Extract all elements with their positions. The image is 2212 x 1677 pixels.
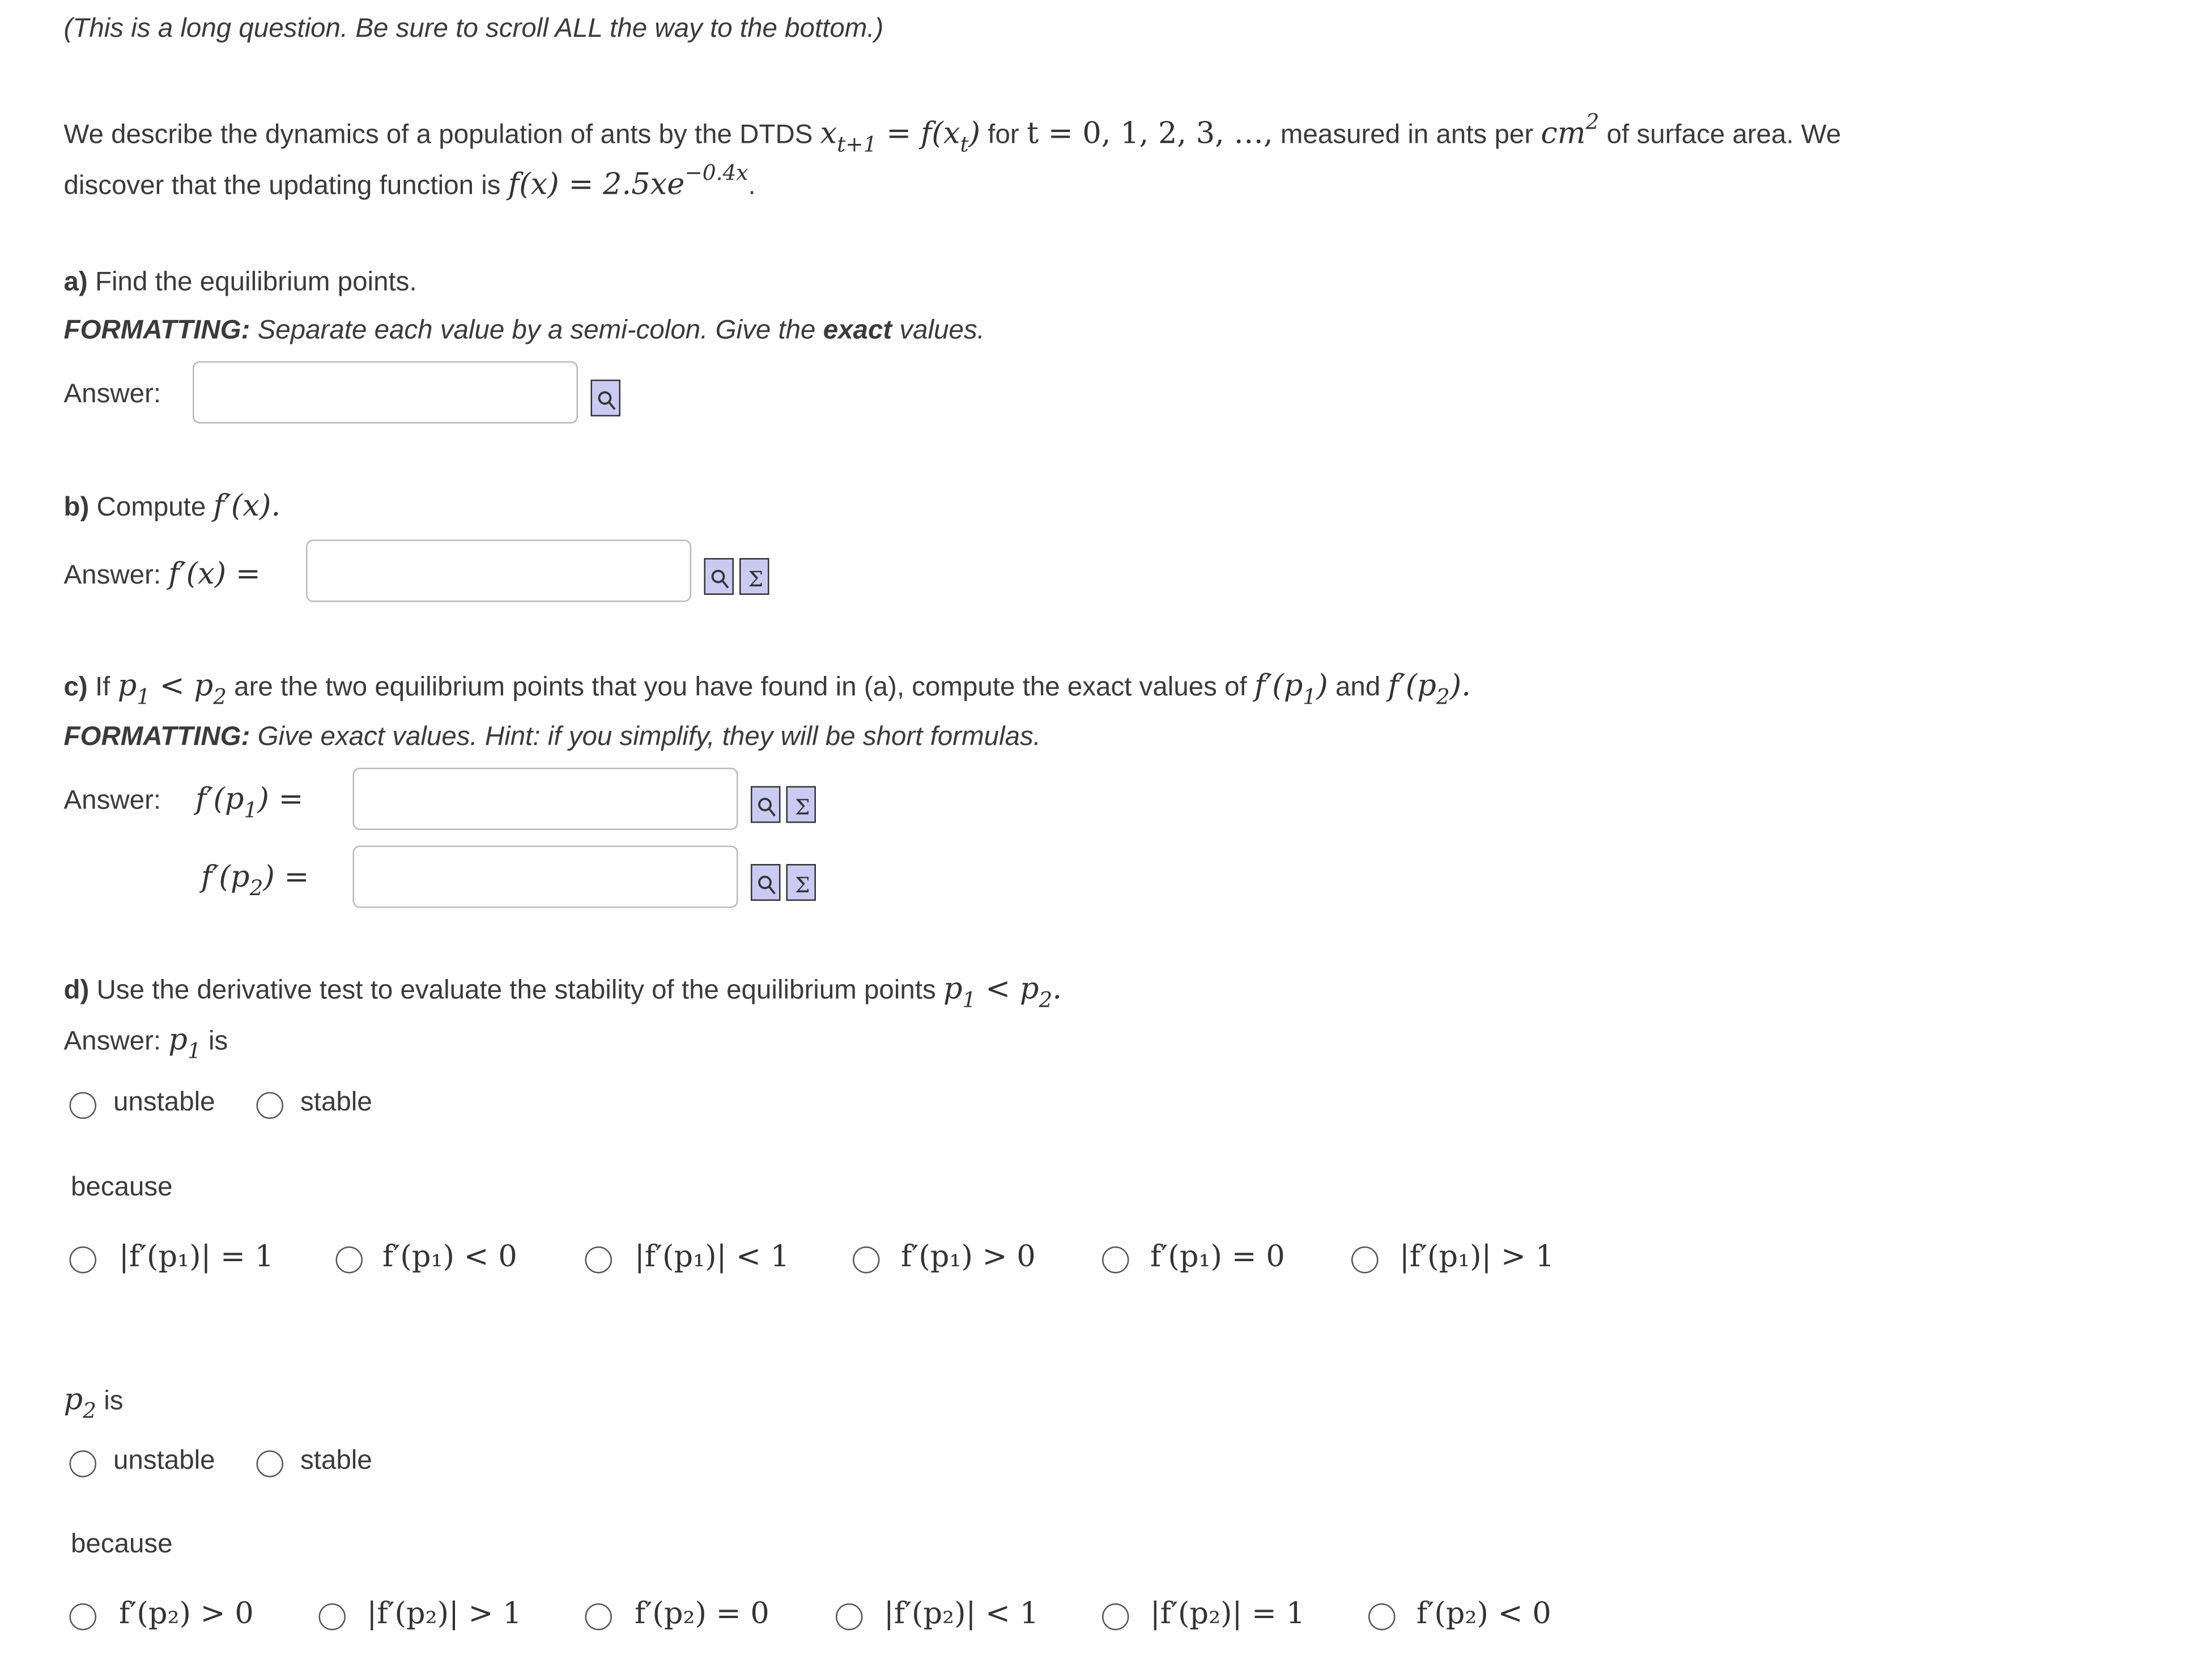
p2-reason-label-2: |f′(p₂)| > 1 bbox=[367, 1596, 522, 1631]
p1-answer-label: Answer: $p_1$ is bbox=[63, 1023, 228, 1064]
p2-reason-radio-2[interactable] bbox=[319, 1603, 346, 1631]
p2-unstable-radio[interactable] bbox=[70, 1450, 97, 1478]
fp1-answer-input[interactable] bbox=[353, 768, 738, 830]
p1-reason-label-2: f′(p₁) < 0 bbox=[382, 1239, 517, 1274]
p1-stable-radio[interactable] bbox=[257, 1092, 284, 1120]
svg-text:Σ: Σ bbox=[748, 567, 764, 591]
equation-editor-icon[interactable] bbox=[739, 558, 769, 595]
fp1-label: $f'(p_1)$ = bbox=[195, 782, 304, 823]
updating-function: $f(x) = 2.5xe^{-0.4x}$ bbox=[508, 160, 748, 201]
p2-unstable-label: unstable bbox=[113, 1446, 215, 1476]
p1-reason-radio-6[interactable] bbox=[1351, 1246, 1379, 1274]
part-a-answer-label: Answer: bbox=[63, 380, 161, 410]
p2-reason-label-3: f′(p₂) = 0 bbox=[635, 1596, 769, 1631]
equation-editor-icon[interactable] bbox=[786, 786, 816, 823]
p1-reason-radio-1[interactable] bbox=[70, 1246, 97, 1274]
p2-answer-label: $p_2$ is bbox=[63, 1382, 124, 1424]
part-c-prompt: c) If $p_1 < p_2$ are the two equilibrium points that you have found in (a), compute the exact values of $f'(p_1)$ and $f'(p_2)$. bbox=[63, 669, 1471, 710]
p2-reason-radio-5[interactable] bbox=[1102, 1603, 1129, 1631]
unit-cm2: $cm^2$ bbox=[1541, 109, 1600, 150]
p1-reason-radio-5[interactable] bbox=[1102, 1246, 1129, 1274]
svg-text:Σ: Σ bbox=[794, 872, 810, 897]
p1-because-label: because bbox=[71, 1173, 173, 1203]
p2-reason-label-6: f′(p₂) < 0 bbox=[1416, 1596, 1551, 1631]
part-a-answer-input[interactable] bbox=[193, 361, 578, 424]
time-range: t = 0, 1, 2, 3, …, bbox=[1026, 116, 1273, 150]
p1-reason-label-1: |f′(p₁)| = 1 bbox=[119, 1239, 274, 1274]
p2-reason-label-1: f′(p₂) > 0 bbox=[119, 1596, 254, 1631]
p1-reason-radio-4[interactable] bbox=[853, 1246, 880, 1274]
part-d-prompt: d) Use the derivative test to evaluate the stability of the equilibrium points $p_1 < p_2$. bbox=[63, 972, 1062, 1013]
part-c-answer-label: Answer: bbox=[63, 786, 161, 816]
p2-reason-label-4: |f′(p₂)| < 1 bbox=[884, 1596, 1039, 1631]
intro-note: (This is a long question. Be sure to scroll ALL the way to the bottom.) bbox=[63, 14, 884, 44]
p2-reason-radio-3[interactable] bbox=[585, 1603, 612, 1631]
part-b-answer-input[interactable] bbox=[306, 540, 691, 602]
p2-stable-radio[interactable] bbox=[257, 1450, 284, 1478]
p1-reason-label-3: |f′(p₁)| < 1 bbox=[635, 1239, 790, 1274]
p1-reason-label-5: f′(p₁) = 0 bbox=[1150, 1239, 1285, 1274]
part-a-formatting: FORMATTING: Separate each value by a semi-colon. Give the exact values. bbox=[63, 316, 985, 346]
p2-stable-label: stable bbox=[300, 1446, 372, 1476]
p1-reason-label-6: |f′(p₁)| > 1 bbox=[1399, 1239, 1555, 1274]
problem-line-1: We describe the dynamics of a population of ants by the DTDS $x_{t+1} = f(x_t)$ for t = 0, 1, 2, 3, …, measured in ants per $cm^2$ of surface area. We bbox=[63, 109, 1841, 158]
p1-reason-label-4: f′(p₁) > 0 bbox=[901, 1239, 1036, 1274]
fp2-label: $f'(p_2)$ = bbox=[201, 859, 309, 901]
part-b-answer-label: Answer: f′(x) = bbox=[63, 556, 261, 591]
dtds-equation: $x_{t+1} = f(x_t)$ bbox=[820, 116, 981, 158]
p1-unstable-radio[interactable] bbox=[70, 1092, 97, 1120]
fp2-answer-input[interactable] bbox=[353, 846, 738, 908]
preview-icon[interactable] bbox=[751, 864, 781, 901]
preview-icon[interactable] bbox=[591, 380, 621, 416]
preview-icon[interactable] bbox=[751, 786, 781, 823]
part-c-formatting: FORMATTING: Give exact values. Hint: if you simplify, they will be short formulas. bbox=[63, 722, 1041, 752]
p2-because-label: because bbox=[71, 1530, 173, 1560]
p2-reason-radio-4[interactable] bbox=[836, 1603, 863, 1631]
p1-reason-radio-2[interactable] bbox=[336, 1246, 363, 1274]
part-b-prompt: b) Compute f′(x). bbox=[63, 488, 281, 523]
p1-reason-radio-3[interactable] bbox=[585, 1246, 612, 1274]
p1-stable-label: stable bbox=[300, 1088, 372, 1118]
problem-line-2: discover that the updating function is $f(x) = 2.5xe^{-0.4x}$. bbox=[63, 160, 756, 201]
p1-unstable-label: unstable bbox=[113, 1088, 215, 1118]
part-a-prompt: a) Find the equilibrium points. bbox=[63, 267, 417, 297]
p2-reason-radio-6[interactable] bbox=[1368, 1603, 1396, 1631]
equation-editor-icon[interactable] bbox=[786, 864, 816, 901]
p2-reason-label-5: |f′(p₂)| = 1 bbox=[1150, 1596, 1305, 1631]
svg-text:Σ: Σ bbox=[794, 794, 810, 820]
p2-reason-radio-1[interactable] bbox=[70, 1603, 97, 1631]
preview-icon[interactable] bbox=[704, 558, 734, 595]
